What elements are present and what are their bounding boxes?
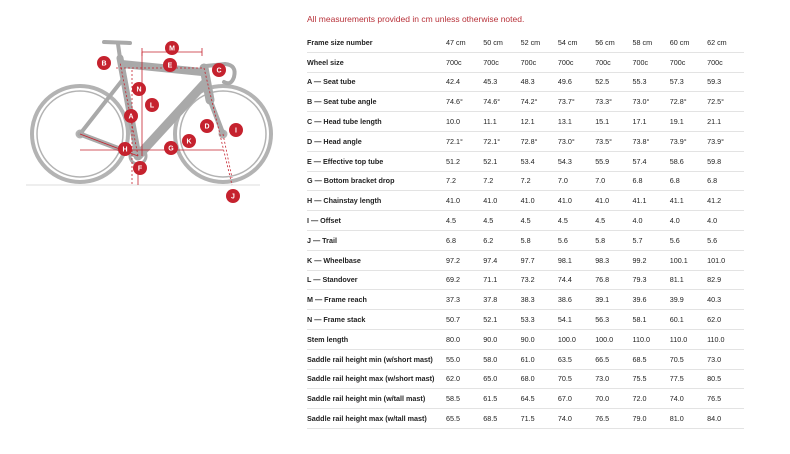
row-value: 4.0 <box>632 211 669 231</box>
row-value: 66.5 <box>595 349 632 369</box>
table-row <box>307 112 744 132</box>
table-row <box>307 250 744 270</box>
svg-text:A: A <box>128 113 134 121</box>
row-value: 73.0° <box>558 131 595 151</box>
size-header: 62 cm <box>707 33 744 52</box>
marker-n <box>132 82 146 96</box>
row-value: 4.5 <box>521 211 558 231</box>
row-value: 700c <box>707 52 744 72</box>
row-value: 37.3 <box>446 290 483 310</box>
row-value: 58.1 <box>632 310 669 330</box>
row-value: 6.8 <box>707 171 744 191</box>
row-value: 74.6° <box>446 92 483 112</box>
row-value: 110.0 <box>707 329 744 349</box>
row-value: 13.1 <box>558 112 595 132</box>
row-value: 72.0 <box>632 389 669 409</box>
row-value: 4.5 <box>558 211 595 231</box>
row-value: 49.6 <box>558 72 595 92</box>
row-value: 70.0 <box>595 389 632 409</box>
row-label: Saddle rail height max (w/short mast) <box>307 369 446 389</box>
table-row <box>307 52 744 72</box>
marker-b <box>97 56 111 70</box>
row-value: 700c <box>595 52 632 72</box>
table-row <box>307 72 744 92</box>
size-header: 56 cm <box>595 33 632 52</box>
row-label: Stem length <box>307 329 446 349</box>
row-value: 58.5 <box>446 389 483 409</box>
size-header: 52 cm <box>521 33 558 52</box>
row-value: 7.2 <box>521 171 558 191</box>
row-value: 56.3 <box>595 310 632 330</box>
row-value: 73.0 <box>707 349 744 369</box>
marker-a <box>124 109 138 123</box>
row-value: 73.7° <box>558 92 595 112</box>
row-value: 59.8 <box>707 151 744 171</box>
row-value: 11.1 <box>483 112 520 132</box>
row-value: 57.3 <box>670 72 707 92</box>
svg-text:L: L <box>149 102 155 110</box>
marker-g <box>164 141 178 155</box>
row-value: 53.4 <box>521 151 558 171</box>
row-value: 97.4 <box>483 250 520 270</box>
row-label: L — Standover <box>307 270 446 290</box>
table-row <box>307 270 744 290</box>
row-value: 45.3 <box>483 72 520 92</box>
svg-text:N: N <box>136 86 142 94</box>
row-value: 38.3 <box>521 290 558 310</box>
size-header: 50 cm <box>483 33 520 52</box>
row-value: 21.1 <box>707 112 744 132</box>
row-value: 73.0° <box>632 92 669 112</box>
marker-f <box>133 161 147 175</box>
table-row <box>307 310 744 330</box>
row-value: 4.0 <box>670 211 707 231</box>
row-value: 39.1 <box>595 290 632 310</box>
row-label: E — Effective top tube <box>307 151 446 171</box>
row-value: 76.5 <box>707 389 744 409</box>
row-value: 700c <box>446 52 483 72</box>
svg-text:I: I <box>235 127 237 135</box>
marker-m <box>165 41 179 55</box>
svg-text:G: G <box>168 145 174 153</box>
row-label: J — Trail <box>307 230 446 250</box>
row-value: 53.3 <box>521 310 558 330</box>
row-value: 37.8 <box>483 290 520 310</box>
row-value: 98.3 <box>595 250 632 270</box>
table-row <box>307 211 744 231</box>
row-value: 110.0 <box>632 329 669 349</box>
row-value: 52.5 <box>595 72 632 92</box>
row-label: B — Seat tube angle <box>307 92 446 112</box>
row-label: G — Bottom bracket drop <box>307 171 446 191</box>
row-value: 73.2 <box>521 270 558 290</box>
row-value: 6.8 <box>446 230 483 250</box>
svg-text:F: F <box>137 165 143 173</box>
table-row <box>307 191 744 211</box>
table-row <box>307 409 744 429</box>
svg-text:J: J <box>231 193 235 201</box>
row-value: 4.5 <box>446 211 483 231</box>
row-value: 110.0 <box>670 329 707 349</box>
row-value: 72.1° <box>483 131 520 151</box>
row-value: 41.1 <box>670 191 707 211</box>
row-value: 84.0 <box>707 409 744 429</box>
table-header-row <box>307 33 744 52</box>
geometry-table <box>307 33 744 429</box>
table-row <box>307 151 744 171</box>
row-value: 5.8 <box>595 230 632 250</box>
row-value: 4.5 <box>483 211 520 231</box>
row-value: 79.0 <box>632 409 669 429</box>
row-value: 71.5 <box>521 409 558 429</box>
row-value: 63.5 <box>558 349 595 369</box>
row-label: Wheel size <box>307 52 446 72</box>
row-value: 41.0 <box>558 191 595 211</box>
marker-d <box>200 119 214 133</box>
row-value: 101.0 <box>707 250 744 270</box>
row-value: 5.8 <box>521 230 558 250</box>
row-label: C — Head tube length <box>307 112 446 132</box>
row-label: Saddle rail height min (w/tall mast) <box>307 389 446 409</box>
row-value: 6.2 <box>483 230 520 250</box>
table-row <box>307 131 744 151</box>
row-value: 73.9° <box>707 131 744 151</box>
row-label: I — Offset <box>307 211 446 231</box>
row-value: 17.1 <box>632 112 669 132</box>
svg-text:B: B <box>101 60 107 68</box>
row-value: 73.9° <box>670 131 707 151</box>
row-value: 15.1 <box>595 112 632 132</box>
marker-h <box>118 142 132 156</box>
row-value: 5.6 <box>558 230 595 250</box>
row-value: 52.1 <box>483 151 520 171</box>
row-value: 100.0 <box>558 329 595 349</box>
row-label: N — Frame stack <box>307 310 446 330</box>
row-value: 58.6 <box>670 151 707 171</box>
row-value: 68.5 <box>632 349 669 369</box>
table-row <box>307 230 744 250</box>
row-value: 41.0 <box>483 191 520 211</box>
row-value: 62.0 <box>446 369 483 389</box>
row-value: 73.3° <box>595 92 632 112</box>
size-header: 58 cm <box>632 33 669 52</box>
row-value: 61.0 <box>521 349 558 369</box>
row-value: 90.0 <box>521 329 558 349</box>
row-value: 10.0 <box>446 112 483 132</box>
row-label: Saddle rail height max (w/tall mast) <box>307 409 446 429</box>
row-value: 700c <box>483 52 520 72</box>
row-value: 72.1° <box>446 131 483 151</box>
row-value: 7.2 <box>446 171 483 191</box>
row-value: 51.2 <box>446 151 483 171</box>
row-value: 48.3 <box>521 72 558 92</box>
row-value: 73.0 <box>595 369 632 389</box>
row-value: 54.1 <box>558 310 595 330</box>
marker-i <box>229 123 243 137</box>
row-value: 80.5 <box>707 369 744 389</box>
row-value: 60.1 <box>670 310 707 330</box>
row-value: 98.1 <box>558 250 595 270</box>
table-row <box>307 349 744 369</box>
row-value: 68.5 <box>483 409 520 429</box>
row-value: 67.0 <box>558 389 595 409</box>
row-label: A — Seat tube <box>307 72 446 92</box>
row-value: 57.4 <box>632 151 669 171</box>
size-header: 47 cm <box>446 33 483 52</box>
row-value: 6.8 <box>632 171 669 191</box>
row-value: 6.8 <box>670 171 707 191</box>
row-value: 90.0 <box>483 329 520 349</box>
row-value: 54.3 <box>558 151 595 171</box>
row-value: 99.2 <box>632 250 669 270</box>
row-value: 81.1 <box>670 270 707 290</box>
row-value: 7.2 <box>483 171 520 191</box>
table-row <box>307 92 744 112</box>
row-value: 69.2 <box>446 270 483 290</box>
table-row <box>307 329 744 349</box>
row-value: 70.5 <box>670 349 707 369</box>
row-value: 38.6 <box>558 290 595 310</box>
row-value: 72.8° <box>670 92 707 112</box>
row-value: 76.8 <box>595 270 632 290</box>
marker-k <box>182 134 196 148</box>
row-value: 42.4 <box>446 72 483 92</box>
row-value: 5.6 <box>670 230 707 250</box>
table-row <box>307 369 744 389</box>
svg-text:K: K <box>186 138 192 146</box>
table-row <box>307 171 744 191</box>
header-label: Frame size number <box>307 33 446 52</box>
row-value: 75.5 <box>632 369 669 389</box>
row-value: 68.0 <box>521 369 558 389</box>
row-value: 58.0 <box>483 349 520 369</box>
svg-text:M: M <box>169 45 175 53</box>
row-value: 76.5 <box>595 409 632 429</box>
row-value: 12.1 <box>521 112 558 132</box>
marker-e <box>163 58 177 72</box>
row-value: 73.8° <box>632 131 669 151</box>
row-value: 4.5 <box>595 211 632 231</box>
svg-text:E: E <box>167 62 173 70</box>
row-value: 5.6 <box>707 230 744 250</box>
row-value: 100.1 <box>670 250 707 270</box>
row-value: 40.3 <box>707 290 744 310</box>
marker-j <box>226 189 240 203</box>
row-value: 55.0 <box>446 349 483 369</box>
bike-geometry-diagram <box>20 28 290 208</box>
size-header: 54 cm <box>558 33 595 52</box>
row-value: 74.0 <box>558 409 595 429</box>
row-value: 71.1 <box>483 270 520 290</box>
row-value: 41.0 <box>446 191 483 211</box>
row-value: 61.5 <box>483 389 520 409</box>
row-value: 97.2 <box>446 250 483 270</box>
row-value: 62.0 <box>707 310 744 330</box>
marker-l <box>145 98 159 112</box>
svg-text:C: C <box>216 67 222 75</box>
svg-text:H: H <box>122 146 128 154</box>
row-value: 65.0 <box>483 369 520 389</box>
row-value: 97.7 <box>521 250 558 270</box>
row-value: 70.5 <box>558 369 595 389</box>
row-label: D — Head angle <box>307 131 446 151</box>
row-value: 74.0 <box>670 389 707 409</box>
row-value: 74.2° <box>521 92 558 112</box>
row-label: K — Wheelbase <box>307 250 446 270</box>
row-value: 74.4 <box>558 270 595 290</box>
row-value: 50.7 <box>446 310 483 330</box>
row-value: 77.5 <box>670 369 707 389</box>
row-value: 39.6 <box>632 290 669 310</box>
svg-text:D: D <box>204 123 210 131</box>
row-value: 79.3 <box>632 270 669 290</box>
row-value: 55.9 <box>595 151 632 171</box>
row-value: 700c <box>670 52 707 72</box>
row-value: 700c <box>521 52 558 72</box>
row-value: 700c <box>558 52 595 72</box>
row-label: H — Chainstay length <box>307 191 446 211</box>
row-value: 55.3 <box>632 72 669 92</box>
table-row <box>307 290 744 310</box>
row-value: 7.0 <box>558 171 595 191</box>
row-value: 72.5° <box>707 92 744 112</box>
row-value: 65.5 <box>446 409 483 429</box>
row-value: 41.2 <box>707 191 744 211</box>
row-value: 52.1 <box>483 310 520 330</box>
row-value: 39.9 <box>670 290 707 310</box>
row-label: Saddle rail height min (w/short mast) <box>307 349 446 369</box>
row-value: 72.8° <box>521 131 558 151</box>
row-value: 80.0 <box>446 329 483 349</box>
row-value: 5.7 <box>632 230 669 250</box>
row-value: 700c <box>632 52 669 72</box>
row-value: 73.5° <box>595 131 632 151</box>
measurements-note: All measurements provided in cm unless otherwise noted. <box>307 14 525 24</box>
row-value: 82.9 <box>707 270 744 290</box>
row-label: M — Frame reach <box>307 290 446 310</box>
row-value: 59.3 <box>707 72 744 92</box>
row-value: 19.1 <box>670 112 707 132</box>
row-value: 41.1 <box>632 191 669 211</box>
row-value: 41.0 <box>521 191 558 211</box>
table-row <box>307 389 744 409</box>
row-value: 81.0 <box>670 409 707 429</box>
row-value: 7.0 <box>595 171 632 191</box>
row-value: 4.0 <box>707 211 744 231</box>
row-value: 74.6° <box>483 92 520 112</box>
size-header: 60 cm <box>670 33 707 52</box>
row-value: 64.5 <box>521 389 558 409</box>
row-value: 100.0 <box>595 329 632 349</box>
marker-c <box>212 63 226 77</box>
row-value: 41.0 <box>595 191 632 211</box>
